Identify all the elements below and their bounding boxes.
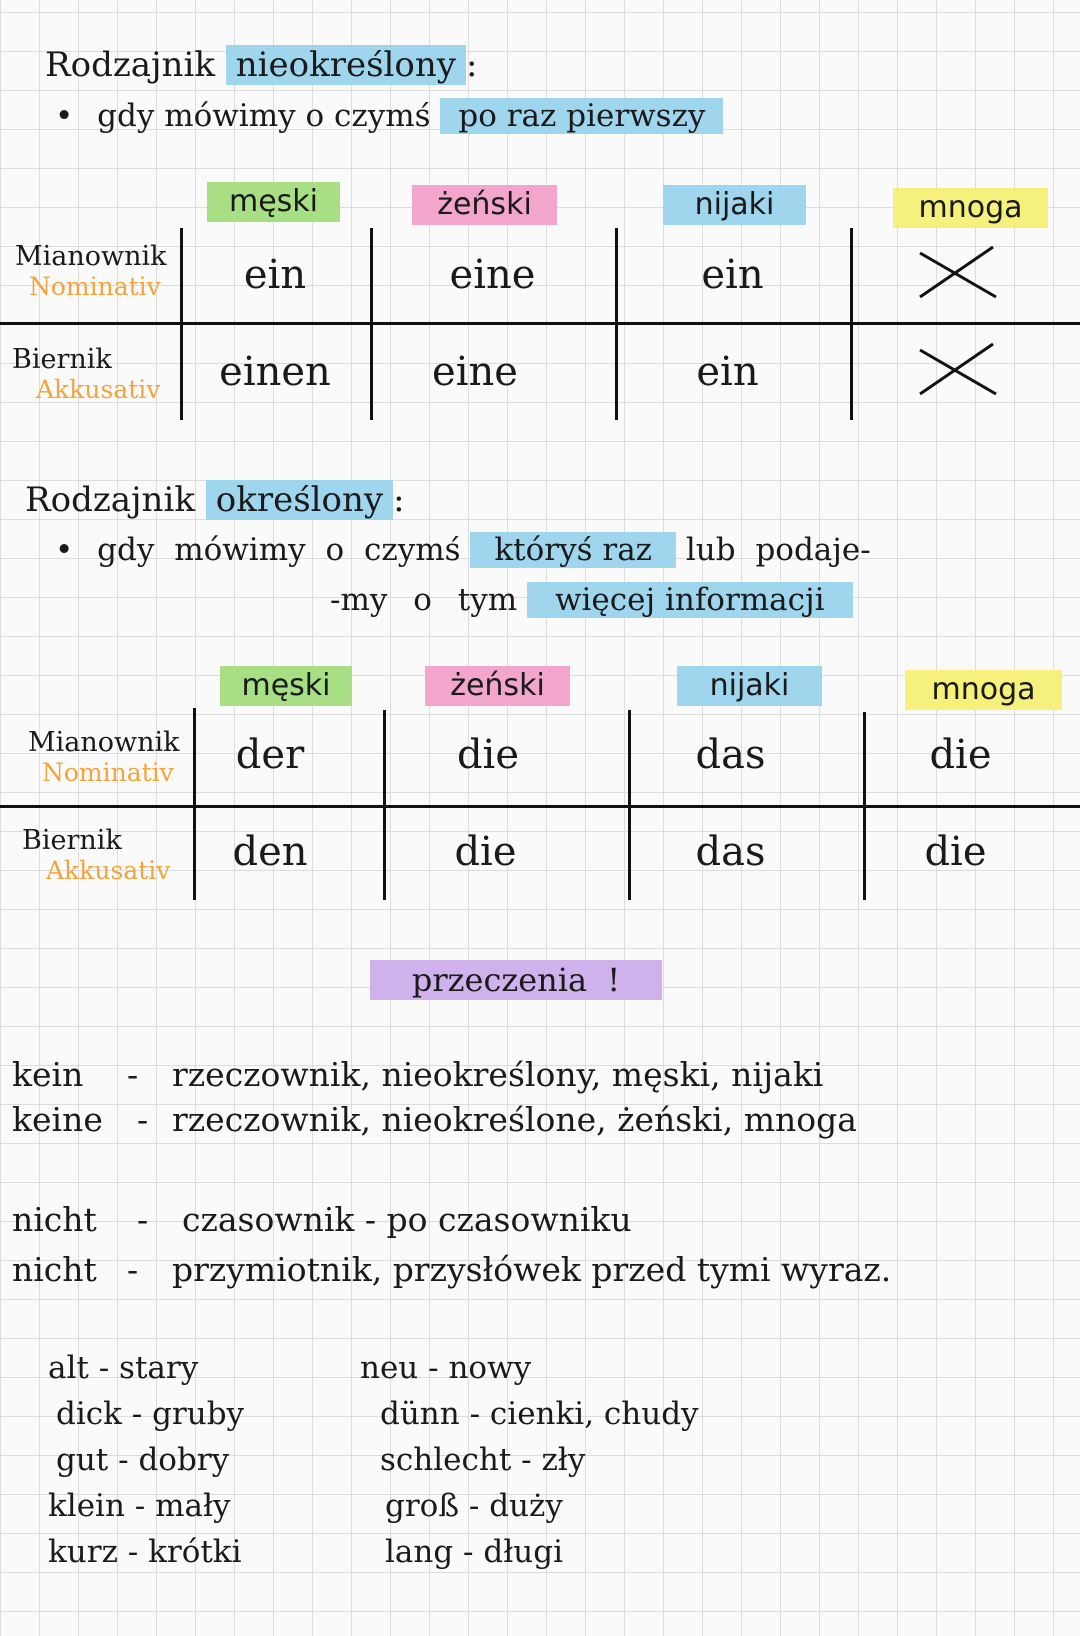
table1-header-neuter: nijaki [663, 185, 806, 225]
negation-line: keine - rzeczownik, nieokreślone, żeński, mnoga [12, 1100, 857, 1139]
table2-cell: die [454, 829, 517, 875]
section2-title-highlight: określony [206, 480, 393, 520]
section1-title: Rodzajnik nieokreślony : [45, 45, 478, 85]
table1-cell: eine [432, 349, 518, 395]
table1-cell: eine [449, 252, 536, 298]
table1-header-plural: mnoga [893, 188, 1048, 228]
negation-line: nicht - przymiotnik, przysłówek przed tymi wyraz. [12, 1250, 892, 1289]
table2-header-plural: mnoga [905, 670, 1062, 710]
table1-header-masculine: męski [207, 182, 340, 222]
table2-header-neuter: nijaki [677, 666, 822, 706]
vocab-item: groß - duży [385, 1488, 563, 1524]
table2-cell: das [695, 732, 766, 778]
vocab-item: klein - mały [48, 1488, 231, 1524]
table2-divider [193, 708, 196, 900]
table2-cell: der [235, 732, 305, 778]
negation-title: przeczenia ! [370, 960, 662, 1000]
table1-row-divider [0, 322, 1080, 325]
vocab-item: schlecht - zły [380, 1442, 586, 1478]
section2-title: Rodzajnik określony : [25, 480, 405, 520]
table1-cross-icon [918, 342, 998, 402]
table2-row-divider [0, 805, 1080, 808]
table2-header-feminine: żeński [425, 666, 570, 706]
table1-cell: einen [219, 349, 331, 395]
section2-rule-line1: • gdy mówimy o czymś któryś raz lub podaje- [55, 532, 871, 568]
table1-cell: ein [696, 349, 759, 395]
section1-title-highlight: nieokreślony [226, 45, 466, 85]
table2-cell: die [456, 732, 520, 778]
section2-rule-line2: -my o tym więcej informacji [330, 582, 853, 618]
vocab-left-list [48, 1345, 244, 1575]
table2-cell: den [232, 829, 308, 875]
table2-cell: die [924, 829, 987, 875]
negation-line: kein - rzeczownik, nieokreślony, męski, nijaki [12, 1055, 824, 1094]
negation-line: nicht - czasownik - po czasowniku [12, 1200, 632, 1239]
table1-cell: ein [243, 252, 307, 298]
vocab-item: dünn - cienki, chudy [380, 1396, 699, 1432]
vocab-right-list [360, 1345, 699, 1575]
table1-row-label: Mianownik Nominativ [15, 241, 167, 301]
vocab-item: alt - stary [48, 1350, 199, 1386]
vocab-item: dick - gruby [56, 1396, 245, 1432]
table2-row-label: Mianownik Nominativ [28, 727, 180, 787]
vocab-item: lang - długi [385, 1534, 564, 1570]
table1-cell: ein [701, 252, 764, 298]
vocab-item: kurz - krótki [48, 1534, 242, 1570]
table2-cell: die [929, 732, 992, 778]
vocab-item: gut - dobry [56, 1442, 230, 1478]
table1-row-label: Biernik Akkusativ [12, 344, 161, 404]
table2-cell: das [695, 829, 766, 875]
vocab-item: neu - nowy [360, 1350, 532, 1386]
table2-row-label: Biernik Akkusativ [22, 825, 171, 885]
table1-header-feminine: żeński [412, 185, 557, 225]
section1-rule: • gdy mówimy o czymś po raz pierwszy [55, 98, 723, 134]
table2-header-masculine: męski [220, 666, 352, 706]
table1-cross-icon [918, 245, 998, 305]
